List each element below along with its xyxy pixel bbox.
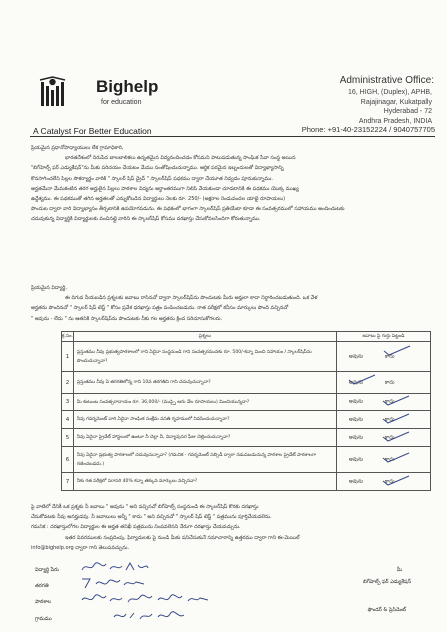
row-number: 2 (62, 372, 74, 394)
checkmark-icon (381, 395, 411, 407)
answer-cell[interactable] (336, 394, 430, 411)
header-divider (30, 136, 435, 137)
col-no-header: క్ర.సం. (62, 332, 74, 342)
phone-line: Phone: +91-40-23152224 / 9040757705 (301, 125, 435, 134)
office-address (232, 88, 432, 126)
address-line: Hyderabad - 72 (383, 108, 432, 115)
table-row (62, 473, 431, 491)
eligibility-table (61, 331, 431, 491)
notes-block (31, 502, 431, 553)
signature-org: బిగ్‌హెల్ప్ ఫర్ ఎడ్యుకేషన్ (362, 579, 411, 585)
row-question: మీ కుటుంబ సంవత్సరాదాయం రూ. 36,000/- (ముప్పై ఆరు వేల రూపాయలు) మించియున్నదా? (73, 394, 336, 411)
intro-line: ఉద్దేశ్యము. ఈ పథకముతో తగిన అర్హతలతో ఎన్నుకోబడిన విద్యార్థులు నెలకు రూ. 250/- (అక్షరాల రెండువందల యాభై రూపాయలు) (31, 196, 286, 203)
signature-closing: మీ (396, 567, 402, 573)
row-number: 3 (62, 394, 74, 411)
yes-option[interactable]: అవును (348, 456, 364, 462)
table-row (62, 429, 431, 447)
row-question: నీకు గత పరీక్షలో సరాసరి 40% కన్నా తక్కువ మార్కులు వచ్చినవా? (73, 473, 336, 491)
note-line: చేసుకోవటకు నీవు అనర్హుడవు. నీ జవాబులు అన్నీ " కాదు " అని వచ్చినచో " స్కాలర్ షిప్ టెస్ట్ " పత్రమును పూర్తిచేయవలెను. (31, 514, 272, 521)
table-row (62, 411, 431, 429)
office-title: Administrative Office: (339, 75, 434, 86)
note-line: info@bighelp.org ద్వారా గాని తెలుపవచ్చును. (31, 544, 130, 551)
row-number: 1 (62, 342, 74, 372)
table-header-row (62, 332, 431, 342)
intro-line: "బిగ్‌హెల్ప్ ఫర్ ఎడ్యుకేషన్"ను మీకు పరిచయం చేయటం మేము సంతోషించుచున్నాము. ఆర్థిక పరమైన ఇబ్బందులతో విద్యాభ్యాసాన్ని (31, 165, 284, 172)
intro-line: చదువుకున్న విద్యార్థికి విద్యార్థులకు వంచినట్లై వారిని ఈ స్కాలర్‌షిప్ కోసము దరఖాస్తు చేసుకోవలసిందిగా కోరుతున్నాము. (31, 216, 261, 223)
note-line: గమనిక : దరఖాస్తులోగల విద్యార్థుల ఈ అర్హత తనిఖీ పత్రమును నింపవలెనని నేరుగా దరఖాస్తు చేయవచ్చును. (31, 524, 241, 531)
row-number: 7 (62, 473, 74, 491)
note-line: పై వాటిలో దేనికీ ఒక ప్రశ్నకు నీ జవాబు " అవును " అని వచ్చినచో బిగ్‌హెల్ప్ సంస్థనుండి ఈ స్కాలర్‌షిప్ కొరకు దరఖాస్తు (31, 504, 259, 510)
village-label: గ్రామము (35, 616, 52, 622)
handwritten-name (80, 560, 150, 574)
row-question: నీవు ఏదైనా ప్రభుత్వ పాఠశాలలో చదువుచున్నావా? (గమనిక - గవర్నమెంట్ సబ్సిడీ ద్వారా నడుపబడుచున్న పాఠశాల ప్రైవేట్ పాఠశాలగా గణించబడదు.) (73, 447, 336, 473)
row-question: ప్రస్తుతము నీవు ఏ తరగతిలోన్న గాని 10వ తరగతిని గాని చదువుచున్నావా? (73, 372, 336, 394)
checkmark-icon (347, 374, 377, 386)
class-label: తరగతి (35, 583, 49, 589)
yes-option[interactable]: అవును (348, 398, 364, 405)
address-line: 16, HIGH, (Duplex), APHB, (347, 89, 432, 96)
student-name-label: విద్యార్థి పేరు (35, 567, 59, 573)
school-label: పాఠశాల (35, 599, 52, 605)
address-line: Rajajinagar, Kukatpally (360, 98, 432, 106)
row-question: నీవు ఏదైనా ప్రైవేట్ హాస్టలులో ఉంటూ నీ చెల్లా వీ, విద్యావుసర ఫీజు చెల్లించుచున్నావా? (73, 429, 336, 447)
answer-cell[interactable] (336, 411, 430, 429)
row-number: 4 (62, 411, 74, 429)
checkmark-icon (381, 413, 411, 425)
checkmark-icon (381, 452, 411, 464)
answer-cell[interactable] (336, 342, 430, 372)
checkmark-icon (381, 431, 411, 443)
brand-subtitle: for education (101, 99, 142, 106)
tagline: A Catalyst For Better Education (33, 126, 152, 136)
instruction-line: " అవును - లేదు " ను ఆతనికి స్కాలర్‌షిప్‌ను పొందుటకు నీకు గల అర్హతను క్రింద సరిచూసుకోగలరు. (31, 315, 223, 322)
address-line: Andhra Pradesh, INDIA (358, 117, 432, 125)
no-option[interactable]: కాదు (384, 456, 395, 462)
yes-option[interactable]: అవును (348, 353, 364, 359)
no-option[interactable]: కాదు (384, 398, 395, 405)
no-option[interactable]: కాదు (384, 434, 395, 440)
signature-title: ఫౌండర్ & ప్రెసిడెంట్ (367, 607, 406, 613)
brand-name: Bighelp (96, 77, 159, 96)
handwritten-class (80, 576, 150, 590)
instruction-line: ఈ దిగువ నీయబడిన ప్రశ్నలకు జవాబు రాసినచో ద్వారా స్కాలర్‌షిప్‌ను పొందుటకు మీరు అర్హులా కాదా నిర్ధారించబడుతుంది. ఒక వేళ (65, 295, 318, 302)
salutation-student: ప్రియమైన విద్యార్థి, (31, 285, 67, 291)
table-row (62, 447, 431, 473)
table-row (62, 394, 431, 411)
intro-block (31, 143, 431, 225)
yes-option[interactable]: అవును (348, 434, 364, 440)
intro-line: పొందుట ద్వారా వారి విద్యాభ్యాసం తీర్చటానికి ఉపయోగపడును. ఈ పథకంలో భాగంగా స్కాలర్‌షిప్ ప్రతియేటా కూడా ఈ సంవత్సరములో సహాయము అందించుటకు (31, 206, 345, 213)
col-answer-header: జవాబు పై గుర్తు పెట్టండి (336, 332, 430, 342)
answer-cell[interactable] (336, 429, 430, 447)
note-line: ఇతర వివరములకు సంప్రదింపు, ఫిర్యాదులకు పై నుండి మీకు పనిచేసుకునే సమాచారాన్ని ఉత్తరము ద్వారా గాని ఈ-మెయిల్ (65, 534, 300, 541)
yes-option[interactable]: అవును (348, 478, 364, 484)
instruction-block (31, 283, 431, 324)
answer-cell[interactable] (336, 473, 430, 491)
table-row (62, 372, 431, 394)
intro-line: భారతదేశంలో నిరుపేద బాలబాలికలు ఉన్నతమైన విద్యనందించడం కోసమని పాటుపడుతున్న సాంఘిక సేవా సంస్థ అయిన (65, 155, 296, 162)
yes-option[interactable]: అవును (348, 379, 364, 385)
bighelp-logo-icon (38, 76, 90, 108)
answer-cell[interactable] (336, 447, 430, 473)
row-number: 6 (62, 447, 74, 473)
row-number: 5 (62, 429, 74, 447)
checkmark-icon (381, 475, 411, 487)
table-row (62, 342, 431, 372)
salutation: ప్రియమైన ప్రధానోపాధ్యాయులు లేక గ్రామాధికారి, (31, 145, 124, 151)
intro-line: కొనసాగించలేని పిల్లల సౌకర్యార్థం వారికి " స్కాలర్ షిప్ డ్రైవ్ " స్కాలర్‌షిప్ పధకము ద్వారా చేయూత నివ్వడం పూనుకున్నాము. (31, 175, 273, 182)
no-option[interactable]: కాదు (384, 353, 395, 359)
no-option[interactable]: కాదు (384, 379, 395, 385)
col-question-header: ప్రశ్నలు (73, 332, 336, 342)
intro-line: అర్హతమేనా మేమకంటిన తరగ అర్హులైన పిల్లలు పాఠశాల విద్యను అర్థాంతరముగా నిలిపి వేయకుండా చూడటానికి ఈ పథకము యొక్క ముఖ్య (31, 185, 299, 192)
handwritten-village (112, 609, 187, 623)
row-question: ప్రస్తుతము నీవు ప్రభుత్వపాఠశాలలో గాని ఏదైనా సంస్థనుండి గాని సంవత్సరమునకు రూ. 500/-కన్నా మించి సహాయం / స్కాలర్‌షిప్‌ను పొందుచున్నావా? (73, 342, 336, 372)
answer-cell[interactable] (336, 372, 430, 394)
handwritten-school (80, 592, 210, 606)
no-option[interactable]: కాదు (384, 478, 395, 484)
checkmark-icon (382, 345, 412, 357)
instruction-line: అర్హతను పొందినచో " స్కాలర్ షిప్ టెస్ట్ " కోసం ప్రవేశ ధరఖాస్తు పత్రం పంపించబడును. రాత పరీక్షలో కనీసం మార్కులు పొంది వచ్చినచో (31, 305, 289, 312)
yes-option[interactable]: అవును (348, 416, 364, 422)
row-question: నీవు గవర్నమెంట్ వారి ఏదైనా సాంఘిక సంక్షేమ వసతి గృహములో నివసించుచున్నావా? (73, 411, 336, 429)
no-option[interactable]: కాదు (384, 416, 395, 422)
